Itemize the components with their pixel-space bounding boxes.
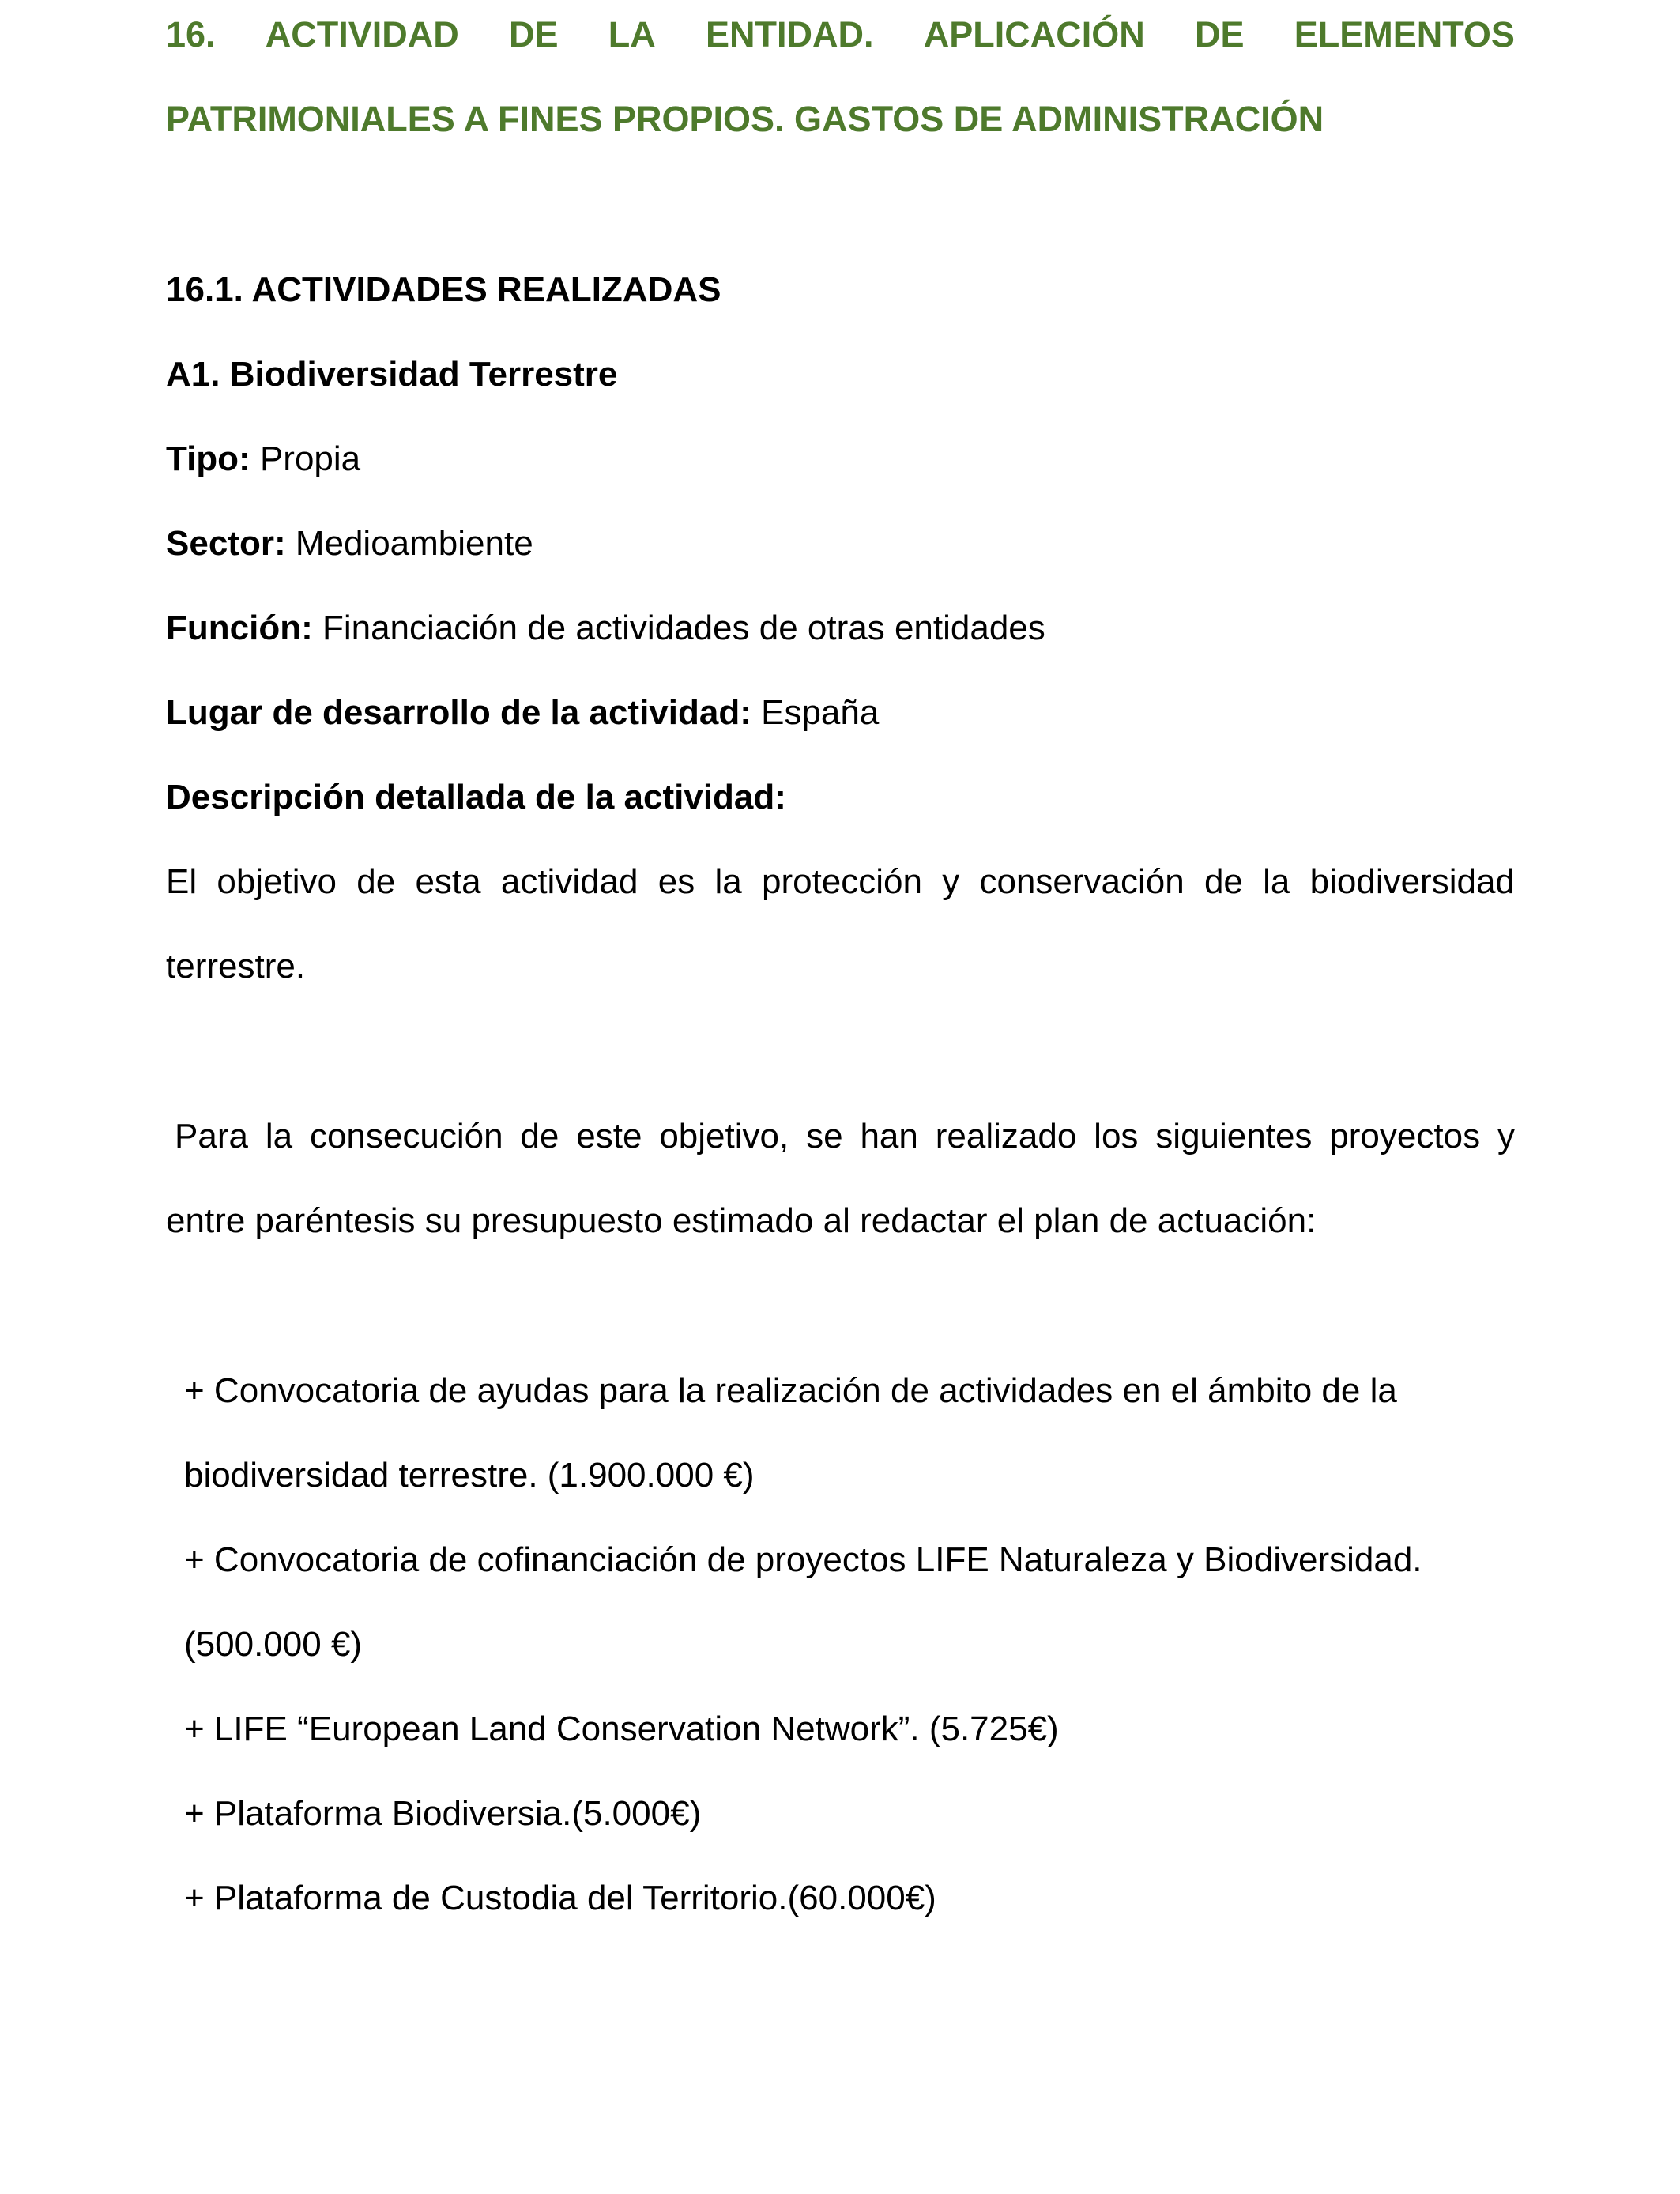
field-tipo [166,439,360,479]
word: Para [175,1117,248,1155]
paragraph-2-line-2: entre paréntesis su presupuesto estimado al redactar el plan de actuación: [166,1201,1317,1240]
paragraph-1-line-1 [166,862,1515,902]
word: El [166,862,198,901]
word: proyectos [1329,1117,1481,1155]
word: se [806,1117,843,1155]
field-funcion-label: Función: [166,609,313,647]
word: es [657,862,695,901]
activity-title: A1. Biodiversidad Terrestre [166,355,618,394]
field-lugar-value: España [751,693,880,732]
word: objetivo, [659,1117,789,1155]
project-item-2-line-2: (500.000 €) [184,1625,363,1664]
section-title-word: LA [608,14,656,55]
word: conservación [979,862,1185,901]
field-lugar [166,693,879,733]
word: esta [415,862,481,901]
word: este [576,1117,642,1155]
section-title-word: DE [509,14,559,55]
word: siguientes [1155,1117,1313,1155]
section-title-word: 16. [166,14,216,55]
project-item-3: + LIFE “European Land Conservation Network”. (5.725€) [184,1710,1059,1748]
word: actividad [500,862,638,901]
word: realizado [935,1117,1077,1155]
section-title-word: ACTIVIDAD [265,14,459,55]
field-sector-value: Medioambiente [285,524,533,563]
project-item-1-line-1: + Convocatoria de ayudas para la realización de actividades en el ámbito de la [184,1371,1397,1410]
subsection-title: 16.1. ACTIVIDADES REALIZADAS [166,270,721,309]
section-title-word: APLICACIÓN [923,14,1145,55]
section-title-line-1 [166,14,1515,55]
field-descripcion-label: Descripción detallada de la actividad: [166,778,786,816]
paragraph-1-line-2: terrestre. [166,947,306,986]
section-title-word: ENTIDAD. [706,14,874,55]
word: y [942,862,960,901]
field-sector [166,524,533,564]
word: han [860,1117,918,1155]
section-title-word: DE [1194,14,1245,55]
field-lugar-label: Lugar de desarrollo de la actividad: [166,693,751,732]
word: de [520,1117,559,1155]
field-funcion [166,609,1045,648]
project-item-2-line-1: + Convocatoria de cofinanciación de proyectos LIFE Naturaleza y Biodiversidad. [184,1540,1422,1579]
word: de [356,862,396,901]
field-funcion-value: Financiación de actividades de otras entidades [312,609,1045,647]
section-title-word: ELEMENTOS [1294,14,1515,55]
word: y [1497,1117,1515,1155]
project-item-4: + Plataforma Biodiversia.(5.000€) [184,1794,702,1833]
word: protección [761,862,922,901]
field-tipo-value: Propia [250,439,361,478]
project-item-1-line-2: biodiversidad terrestre. (1.900.000 €) [184,1456,755,1495]
word: la [265,1117,293,1155]
field-sector-label: Sector: [166,524,286,563]
word: la [714,862,742,901]
section-title-line-2: PATRIMONIALES A FINES PROPIOS. GASTOS DE ADMINISTRACIÓN [166,99,1324,139]
word: de [1203,862,1243,901]
project-item-5: + Plataforma de Custodia del Territorio.(60.000€) [184,1879,936,1917]
paragraph-2-line-1 [175,1117,1515,1156]
word: los [1094,1117,1139,1155]
word: biodiversidad [1309,862,1515,901]
field-tipo-label: Tipo: [166,439,250,478]
word: la [1263,862,1290,901]
word: consecución [309,1117,503,1155]
word: objetivo [217,862,337,901]
